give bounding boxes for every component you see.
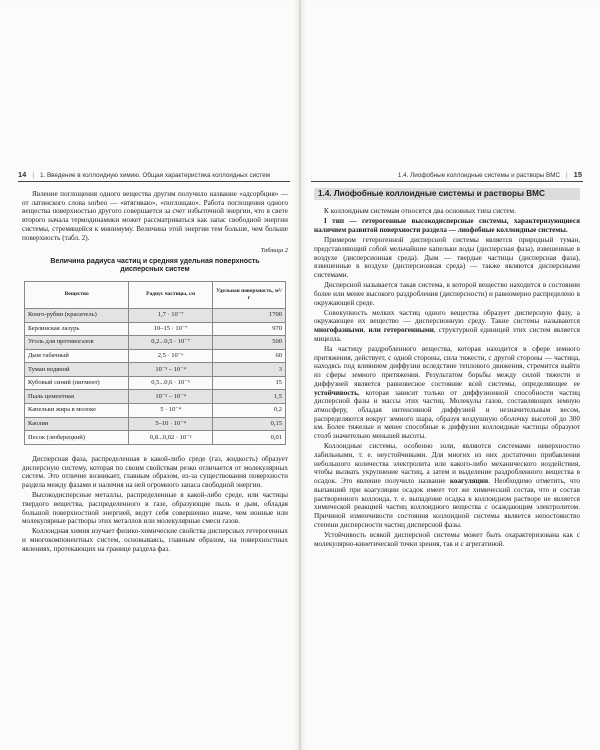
cell-substance: Туман водяной — [25, 363, 129, 377]
table-header-surface: Удельная поверхность, м²/г — [212, 281, 285, 308]
cell-substance: Конго-рубин (краситель) — [25, 308, 129, 322]
section-title: 1.4. Лиофобные коллоидные системы и растворы ВМС — [314, 188, 580, 200]
table-number: Таблица 2 — [260, 247, 288, 255]
cell-radius: 5–10 · 10⁻⁴ — [129, 417, 213, 431]
text-fragment: На частицу раздробленного вещества, которая находится в сфере земного притяжения, действует, с одной стороны, сила тяжести, с другой стороны — частица, находясь под влиянием диффузии вследствие теплового движения, стремится выйти из сферы земного притяжения. Результатом борьбы между силой тяжести и диффузией является равновесное состояние всей системы, определяющее ее — [314, 345, 580, 388]
text-fragment: , которая зависит только от диффузионной способности частиц дисперсной фазы и массы этих частиц. Молекулы газов, составляющих земную атмосферу, обладая интенсивной диффузией и незначительным весом, распределяются вокруг земного шара, образуя воздушную оболочку высотой до 300 км. Более тяжелые и менее способные к диффузии коллоидные частицы образуют столб значительно меньшей высоты. — [314, 388, 580, 441]
right-running-head-text: 1.4. Лиофобные коллоидные системы и растворы ВМС — [397, 172, 561, 179]
cell-substance: Дым табачный — [25, 349, 129, 363]
cell-substance: Уголь для противогазов — [25, 336, 129, 350]
paragraph-multiphase — [314, 309, 580, 344]
cell-surface: 1,5 — [212, 390, 285, 404]
table-header-substance: Вещество — [25, 281, 129, 308]
term-multiphase: многофазными — [314, 326, 364, 335]
dispersity-table — [24, 281, 286, 445]
text-fragment: , — [363, 326, 366, 335]
paragraph-type-one: I тип — гетерогенные высокодисперсные системы, характеризующиеся наличием развитой поверхности раздела — лиофобные коллоидные системы. — [314, 217, 580, 234]
cell-surface: 0,01 — [212, 431, 285, 445]
table-row — [25, 404, 286, 418]
right-head-rule — [311, 181, 583, 182]
cell-surface: 3 — [212, 363, 285, 377]
text-fragment: Совокупность мелких частиц одного вещества образует дисперсную фазу, а окружающее их вещество — дисперсионную среду. Такие системы называются — [314, 308, 580, 326]
paragraph-dispersed-definition: Дисперсной называется такая система, в которой вещество находится в состоянии более или менее высокого раздробления (дисперсности) и равномерно распределено в окружающей среде. — [314, 281, 580, 307]
cell-radius: 0,8...0,02 · 10⁻² — [129, 431, 213, 445]
table-row — [25, 322, 286, 336]
paragraph-dispersed-phase: Дисперсная фаза, распределенная в какой-либо среде (газ, жидкость) образует дисперсную систему, которая по своим свойствам резко отличается от молекулярных систем. Это отличие возникает, главным образом, из-за существования поверхности раздела между фазами и наличия на ней огромного запаса свободной энергии. — [22, 454, 288, 489]
right-text-column — [314, 207, 580, 550]
paragraph-metals: Высокодисперсные металлы, распределенные в какой-либо среде, или частицы твердого вещества, распределенного в газе, образующие пыль и дым, обладая большой поверхностной энергией, ведут себя совершенно иначе, чем ионные или молекулярные растворы этих металлов или молекулярные смеси газов. — [22, 491, 288, 526]
cell-surface: 0,15 — [212, 417, 285, 431]
cell-surface: 15 — [212, 376, 285, 390]
table-row — [25, 349, 286, 363]
table-row — [25, 417, 286, 431]
cell-surface: 1700 — [212, 308, 285, 322]
cell-radius: 2,5 · 10⁻⁶ — [129, 349, 213, 363]
right-page-number: 15 — [573, 170, 582, 179]
cell-radius: 1,7 · 10⁻⁷ — [129, 308, 213, 322]
paragraph-adsorption: Явление поглощения одного вещества другим получило название «адсорбция» — от латинского слова sorbeo — «втягиваю», «поглощаю». Работа поглощения одного вещества поверхностью другого совершается за счет избыточной энергии, что в свете второго начала термодинамики может рассматриваться как запас свободной энергии системы, стремящейся к минимуму. Величина этой энергии тем больше, чем больше поверхность (табл. 2). — [22, 190, 288, 242]
cell-substance: Капельки жира в молоке — [25, 404, 129, 418]
cell-substance: Песок (люберецкий) — [25, 431, 129, 445]
cell-radius: 10⁻³ – 10⁻⁴ — [129, 390, 213, 404]
right-running-head: 1.4. Лиофобные коллоидные системы и растворы ВМС | 15 — [397, 170, 582, 179]
paragraph-colloid-chemistry: Коллоидная химия изучает физико-химические свойства дисперсных гетерогенных и многокомпонентных систем, основываясь, главным образом, на поверхностных явлениях, протекающих на границе раздела фаз. — [22, 527, 288, 553]
paragraph-fog-example: Примером гетерогенной дисперсной системы является природный туман, представляющий собой мельчайшие капельки воды (дисперсная фаза), взвешенные в воздухе (дисперсионная среда). Дым — твердые частицы (дисперсная фаза), взвешенные в воздухе (дисперсионная среда) — также являются дисперсными системами. — [314, 236, 580, 279]
text-fragment: . Необходимо отметить, что выпавший при коагуляции осадок имеет тот же химический состав, что и состав растворенного коллоида, т. е. выпадение осадка в коллоидном растворе не является химической реакцией частиц коллоидного вещества с осаждающим электролитом. Причиной изменчивости состояния коллоидной системы является непостоянство степени дисперсности частиц дисперсной фазы. — [314, 477, 581, 529]
cell-radius: 10⁻³ – 10⁻⁴ — [129, 363, 213, 377]
cell-substance: Кубовый синий (пигмент) — [25, 376, 129, 390]
table-row — [25, 363, 286, 377]
paragraph-coagulation — [314, 442, 580, 529]
left-page-number: 14 — [18, 170, 27, 179]
table-row — [25, 390, 286, 404]
table-row — [25, 431, 286, 445]
left-running-head: 14 | 1. Введение в коллоидную химию. Общая характеристика коллоидных систем — [18, 170, 270, 179]
table-header-row — [25, 281, 286, 308]
table-row — [25, 308, 286, 322]
table-row — [25, 336, 286, 350]
term-coagulation: коагуляции — [449, 477, 489, 486]
left-text-column — [22, 190, 288, 555]
left-running-head-text: 1. Введение в коллоидную химию. Общая характеристика коллоидных систем — [39, 172, 270, 179]
table-header-radius: Радиус частицы, см — [129, 281, 213, 308]
cell-radius: 10–15 · 10⁻⁷ — [129, 322, 213, 336]
cell-surface: 500 — [212, 336, 285, 350]
cell-substance: Пыль цементная — [25, 390, 129, 404]
text-fragment: , структурной единицей этих систем является мицелла. — [314, 326, 580, 343]
cell-radius: 0,2...0,5 · 10⁻⁷ — [129, 336, 213, 350]
table-row — [25, 376, 286, 390]
paragraph-two-types: К коллоидным системам относятся два основных типа систем. — [324, 207, 516, 215]
cell-surface: 60 — [212, 349, 285, 363]
text-fragment: Коллоидные системы, особенно золи, являются системами неверхностно лабильными, т. е. неустойчивыми. Для многих из них достаточно прибавления небольшого количества электролита или какого-либо механического воздействия, чтобы вызвать укрупнение частиц, а затем и выделение раздробленного вещества в осадок. Это явление получило название — [314, 442, 580, 486]
paragraph-stability — [314, 345, 580, 441]
paragraph-stability-characterization: Устойчивость всякой дисперсной системы может быть охарактеризована как с молекулярно-кинетической точки зрения, так и с агрегатиной. — [314, 530, 580, 548]
left-head-rule — [18, 181, 290, 182]
cell-radius: 5 · 10⁻⁴ — [129, 404, 213, 418]
cell-surface: 970 — [212, 322, 285, 336]
term-heterogeneous: или гетерогенными — [368, 326, 434, 335]
cell-surface: 0,2 — [212, 404, 285, 418]
cell-substance: Каолин — [25, 417, 129, 431]
term-stability: устойчивость — [314, 388, 358, 397]
cell-radius: 0,5...0,6 · 10⁻⁶ — [129, 376, 213, 390]
table-title: Величина радиуса частиц и средняя удельная поверхность дисперсных систем — [50, 257, 260, 274]
cell-substance: Берлинская лазурь — [25, 322, 129, 336]
